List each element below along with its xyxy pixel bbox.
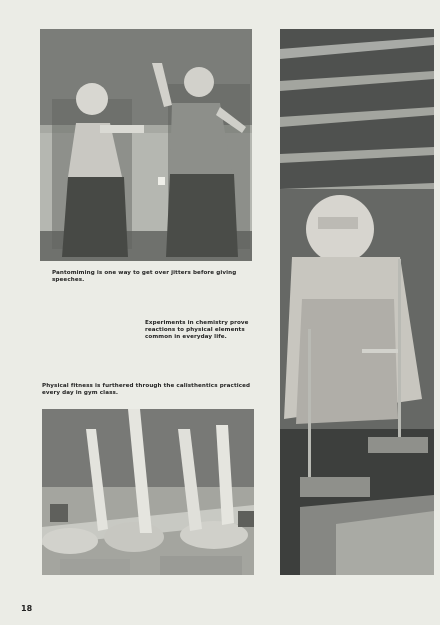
gym-caption: Physical fitness is furthered through the calisthentics practiced every day in gym class. xyxy=(42,383,251,396)
chemistry-photo xyxy=(280,29,434,575)
page-number: 18 xyxy=(21,604,33,613)
chemistry-photo-image xyxy=(280,29,434,575)
pantomime-caption: Pantomiming is one way to get over jitters before giving speeches. xyxy=(52,270,237,283)
pantomime-photo xyxy=(40,29,252,261)
pantomime-photo-image xyxy=(40,29,252,261)
gym-photo xyxy=(42,409,254,575)
gym-photo-image xyxy=(42,409,254,575)
chemistry-caption: Experiments in chemistry prove reactions to physical elements common in everyday life. xyxy=(145,320,249,340)
